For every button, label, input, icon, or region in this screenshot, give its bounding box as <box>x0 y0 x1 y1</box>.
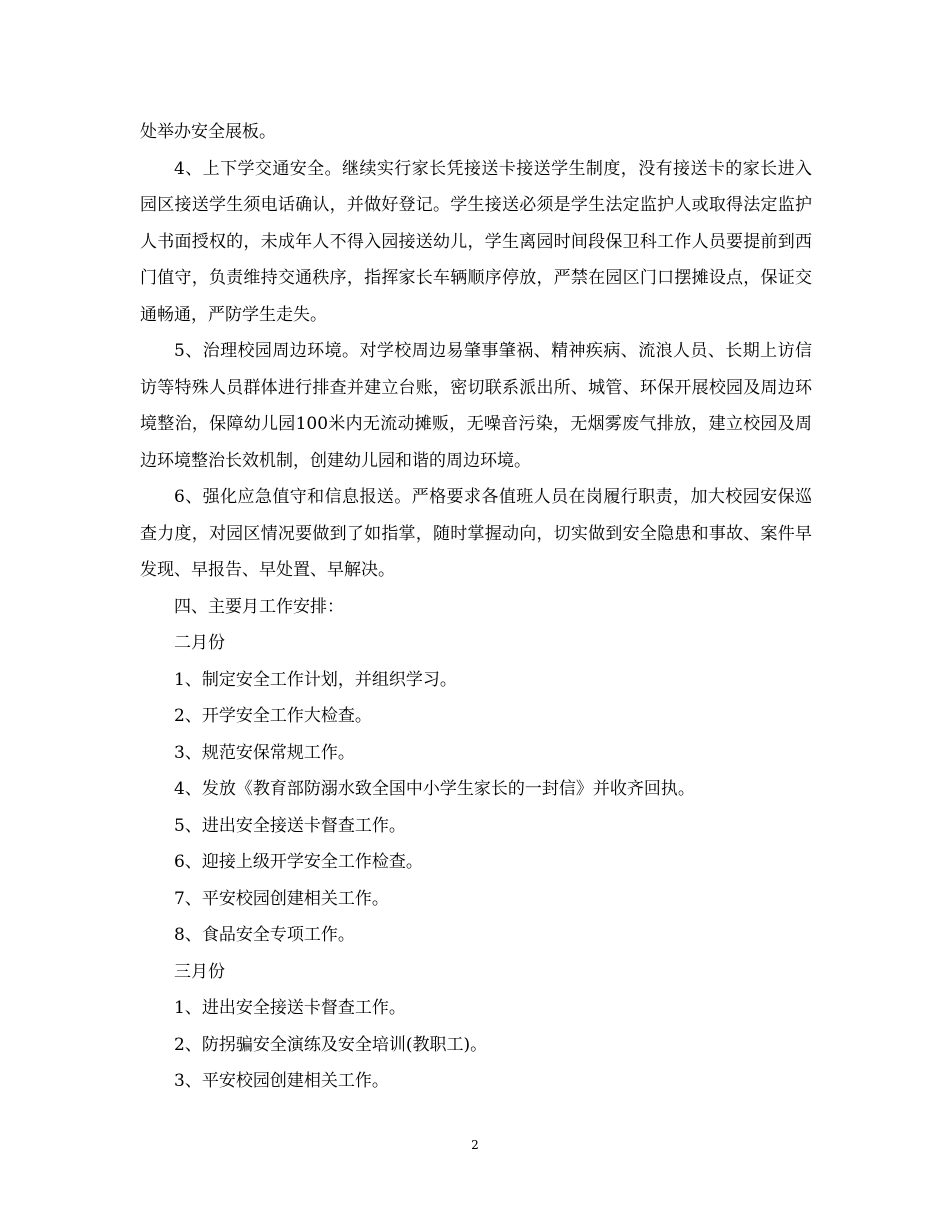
paragraph-surrounding-environment: 5、治理校园周边环境。对学校周边易肇事肇祸、精神疾病、流浪人员、长期上访信访等特殊人员群体进行排查并建立台账，密切联系派出所、城管、环保开展校园及周边环境整治，保障幼儿园100米内无流动摊贩，无噪音污染，无烟雾废气排放，建立校园及周边环境整治长效机制，创建幼儿园和谐的周边环境。 <box>140 341 812 471</box>
list-item: 1、制定安全工作计划，并组织学习。 <box>174 669 457 690</box>
paragraph-continuation: 处举办安全展板。 <box>140 122 276 142</box>
list-item: 3、规范安保常规工作。 <box>174 742 355 763</box>
paragraph-emergency-duty: 6、强化应急值守和信息报送。严格要求各值班人员在岗履行职责，加大校园安保巡查力度，对园区情况要做到了如指掌，随时掌握动向，切实做到安全隐患和事故、案件早发现、早报告、早处置、早解决。 <box>140 487 812 580</box>
paragraph-traffic-safety: 4、上下学交通安全。继续实行家长凭接送卡接送学生制度，没有接送卡的家长进入园区接送学生须电话确认，并做好登记。学生接送必须是学生法定监护人或取得法定监护人书面授权的，未成年人不得入园接送幼儿，学生离园时间段保卫科工作人员要提前到西门值守，负责维持交通秩序，指挥家长车辆顺序停放，严禁在园区门口摆摊设点，保证交通畅通，严防学生走失。 <box>140 158 812 325</box>
month-label-march: 三月份 <box>174 961 225 982</box>
list-item: 3、平安校园创建相关工作。 <box>174 1071 389 1091</box>
list-item: 4、发放《教育部防溺水致全国中小学生家长的一封信》并收齐回执。 <box>174 779 695 799</box>
list-item: 1、进出安全接送卡督查工作。 <box>174 998 406 1018</box>
list-item: 2、开学安全工作大检查。 <box>174 706 372 726</box>
list-item: 2、防拐骗安全演练及安全培训(教职工)。 <box>174 1034 488 1055</box>
page-number: 2 <box>471 1138 479 1152</box>
document-body <box>140 114 812 1100</box>
list-item: 5、进出安全接送卡督查工作。 <box>174 815 406 836</box>
list-item: 6、迎接上级开学安全工作检查。 <box>174 852 423 872</box>
month-label-february: 二月份 <box>174 633 225 653</box>
list-item: 8、食品安全专项工作。 <box>174 925 355 945</box>
section-heading: 四、主要月工作安排： <box>174 596 344 617</box>
list-item: 7、平安校园创建相关工作。 <box>174 888 389 909</box>
